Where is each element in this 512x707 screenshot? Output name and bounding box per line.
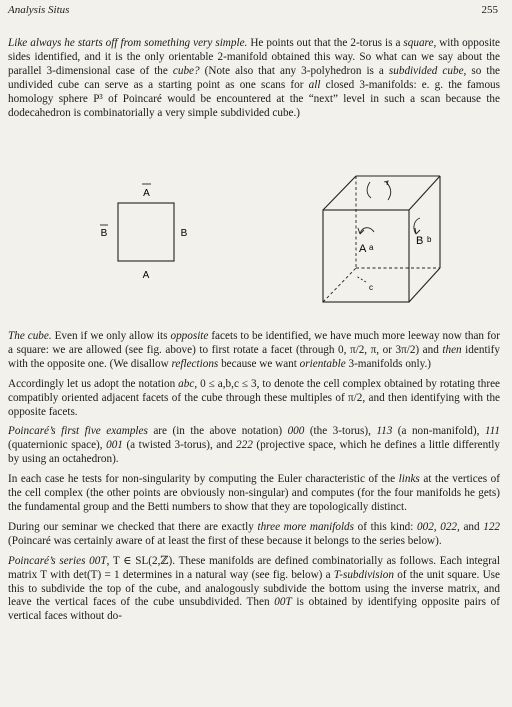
text-run: and <box>459 520 484 533</box>
text-run: with opposite sides identified, and it is the only orientable 2-manifold obtained this way. So what can we say about the parallel 3-dimensional case of the <box>8 37 501 77</box>
text-run: (a non-manifold), <box>392 425 485 438</box>
text-run: (Note also that any 3-polyhedron is a <box>199 64 389 77</box>
rotation-arrow-right <box>414 218 420 234</box>
emphasis: all <box>308 78 321 91</box>
emphasis: T-subdivision <box>333 568 394 581</box>
emphasis: subdivided cube, <box>388 64 467 77</box>
text-run: of this kind: <box>354 520 418 533</box>
text-run: so the undivided cube can serve as a starting point as one scans for <box>8 64 501 91</box>
emphasis: The cube. <box>8 330 52 342</box>
emphasis: Poincaré’s series 00T <box>8 554 107 567</box>
emphasis: opposite <box>170 330 209 342</box>
emphasis: 001 <box>106 439 123 452</box>
paragraph-cube <box>8 330 500 372</box>
cube-edge <box>409 268 440 302</box>
text-run: He points out that the 2-torus is a <box>247 37 404 49</box>
emphasis: 122 <box>483 520 501 533</box>
text-run: , 0 ≤ a,b,c ≤ 3, to denote the cell complex obtained by rotating three compatibly oriented adjacent facets of the cube through these multiples of π/2, and then identifying with the opposite facets. <box>8 377 500 418</box>
emphasis: reflections <box>171 357 219 370</box>
figure-square <box>96 178 198 286</box>
paragraph-intro <box>8 37 500 120</box>
paragraph-seminar <box>8 521 500 549</box>
cube-edge <box>323 176 356 210</box>
emphasis: 222 <box>236 439 253 452</box>
cube-label-b: B <box>416 235 424 247</box>
paragraph-notation <box>8 378 500 420</box>
emphasis: orientable <box>299 357 346 370</box>
emphasis: 002, 022, <box>417 520 460 533</box>
paragraph-series <box>8 555 500 625</box>
text-run: Even if we only allow its <box>51 330 171 342</box>
emphasis: square, <box>403 37 437 49</box>
square-bottom-label: A <box>142 270 150 281</box>
page-number: 255 <box>481 4 498 16</box>
emphasis: 113 <box>376 425 393 438</box>
cube-hidden-edge <box>323 268 356 302</box>
text-run: In each case he tests for non-singularity by computing the Euler characteristic of the <box>8 473 399 486</box>
text-block-lower <box>8 330 500 630</box>
text-run: are (in the above notation) <box>147 425 288 438</box>
emphasis: 111 <box>484 425 500 438</box>
text-run: (the 3-torus), <box>304 425 377 438</box>
text-run: identify with the opposite one. (We disallow <box>8 343 500 370</box>
emphasis: links <box>398 473 420 486</box>
text-run: , T ∈ SL(2,ℤ). These manifolds are defined combinatorially as follows. Each integral matrix T with det(T) = 1 determines in a natural way (see fig. below) a <box>8 554 500 581</box>
cube-label-c: c <box>369 283 373 292</box>
text-run: (projective space, which he defines a little differently by using an octahedron). <box>8 439 500 466</box>
emphasis: abc <box>178 377 195 390</box>
text-run: at the vertices of the cell complex (the other points are obviously non-singular) and computes (for the four manifolds he gets) the fundamental group and the Betti numbers to show that they are topologically distinct. <box>8 473 500 513</box>
figure-cube <box>318 170 444 308</box>
rotation-arrow-left <box>360 228 374 234</box>
text-run: Accordingly let us adopt the notation <box>8 377 179 390</box>
text-run: (quaternionic space), <box>8 439 107 452</box>
text-run: closed 3-manifolds: e. g. the famous homology sphere P³ of Poincaré would be encountered at the “next” level in such a scan because the dodecahedron is combinatorially a very simple subdivided cube.) <box>8 78 500 119</box>
cube-label-a-small: a <box>369 243 374 252</box>
cube-edge <box>409 176 440 210</box>
emphasis: then <box>442 343 462 356</box>
text-run: During our seminar we checked that there are exactly <box>8 520 258 533</box>
text-run: because we want <box>218 357 300 370</box>
text-run: is obtained by identifying opposite pairs of vertical faces without do- <box>8 596 500 623</box>
cube-label-b-small: b <box>427 235 432 244</box>
square-outline <box>118 203 174 261</box>
page-header <box>8 4 498 20</box>
rotation-arrow-bottom <box>356 276 366 282</box>
arrow-head <box>384 181 388 185</box>
text-run: 3-manifolds only.) <box>345 357 432 370</box>
paragraph-examples <box>8 425 500 467</box>
emphasis: Like always he starts off from something very simple. <box>8 37 248 49</box>
arrow-head <box>415 228 420 234</box>
paragraph-tests <box>8 473 500 515</box>
square-right-label: B <box>180 228 188 239</box>
text-run: (a twisted 3-torus), and <box>122 439 237 452</box>
emphasis: 00T <box>274 596 292 609</box>
square-top-label: A <box>143 188 150 199</box>
running-head: Analysis Situs <box>8 4 70 16</box>
cube-label-a: A <box>359 243 367 255</box>
emphasis: Poincaré’s first five examples <box>8 425 148 438</box>
square-left-label: B <box>100 228 108 239</box>
text-run: facets to be identified, we have much more leeway now than for a square: we are allowed (see fig. above) to first rotate a facet (through 0, π/2, π, or 3π/2) and <box>8 330 501 356</box>
text-run: of the unit square. Use this to subdivide the top of the cube, and analogously subdivide the bottom using the inverse matrix, and leave the vertical faces of the cube unsubdivided. Then <box>8 568 500 609</box>
emphasis: three more manifolds <box>257 520 355 533</box>
text-block-upper <box>8 37 500 126</box>
emphasis: cube? <box>172 64 200 77</box>
text-run: (Poincaré was certainly aware of at least the first of these because it belongs to the series below). <box>8 534 442 547</box>
emphasis: 000 <box>287 425 305 438</box>
